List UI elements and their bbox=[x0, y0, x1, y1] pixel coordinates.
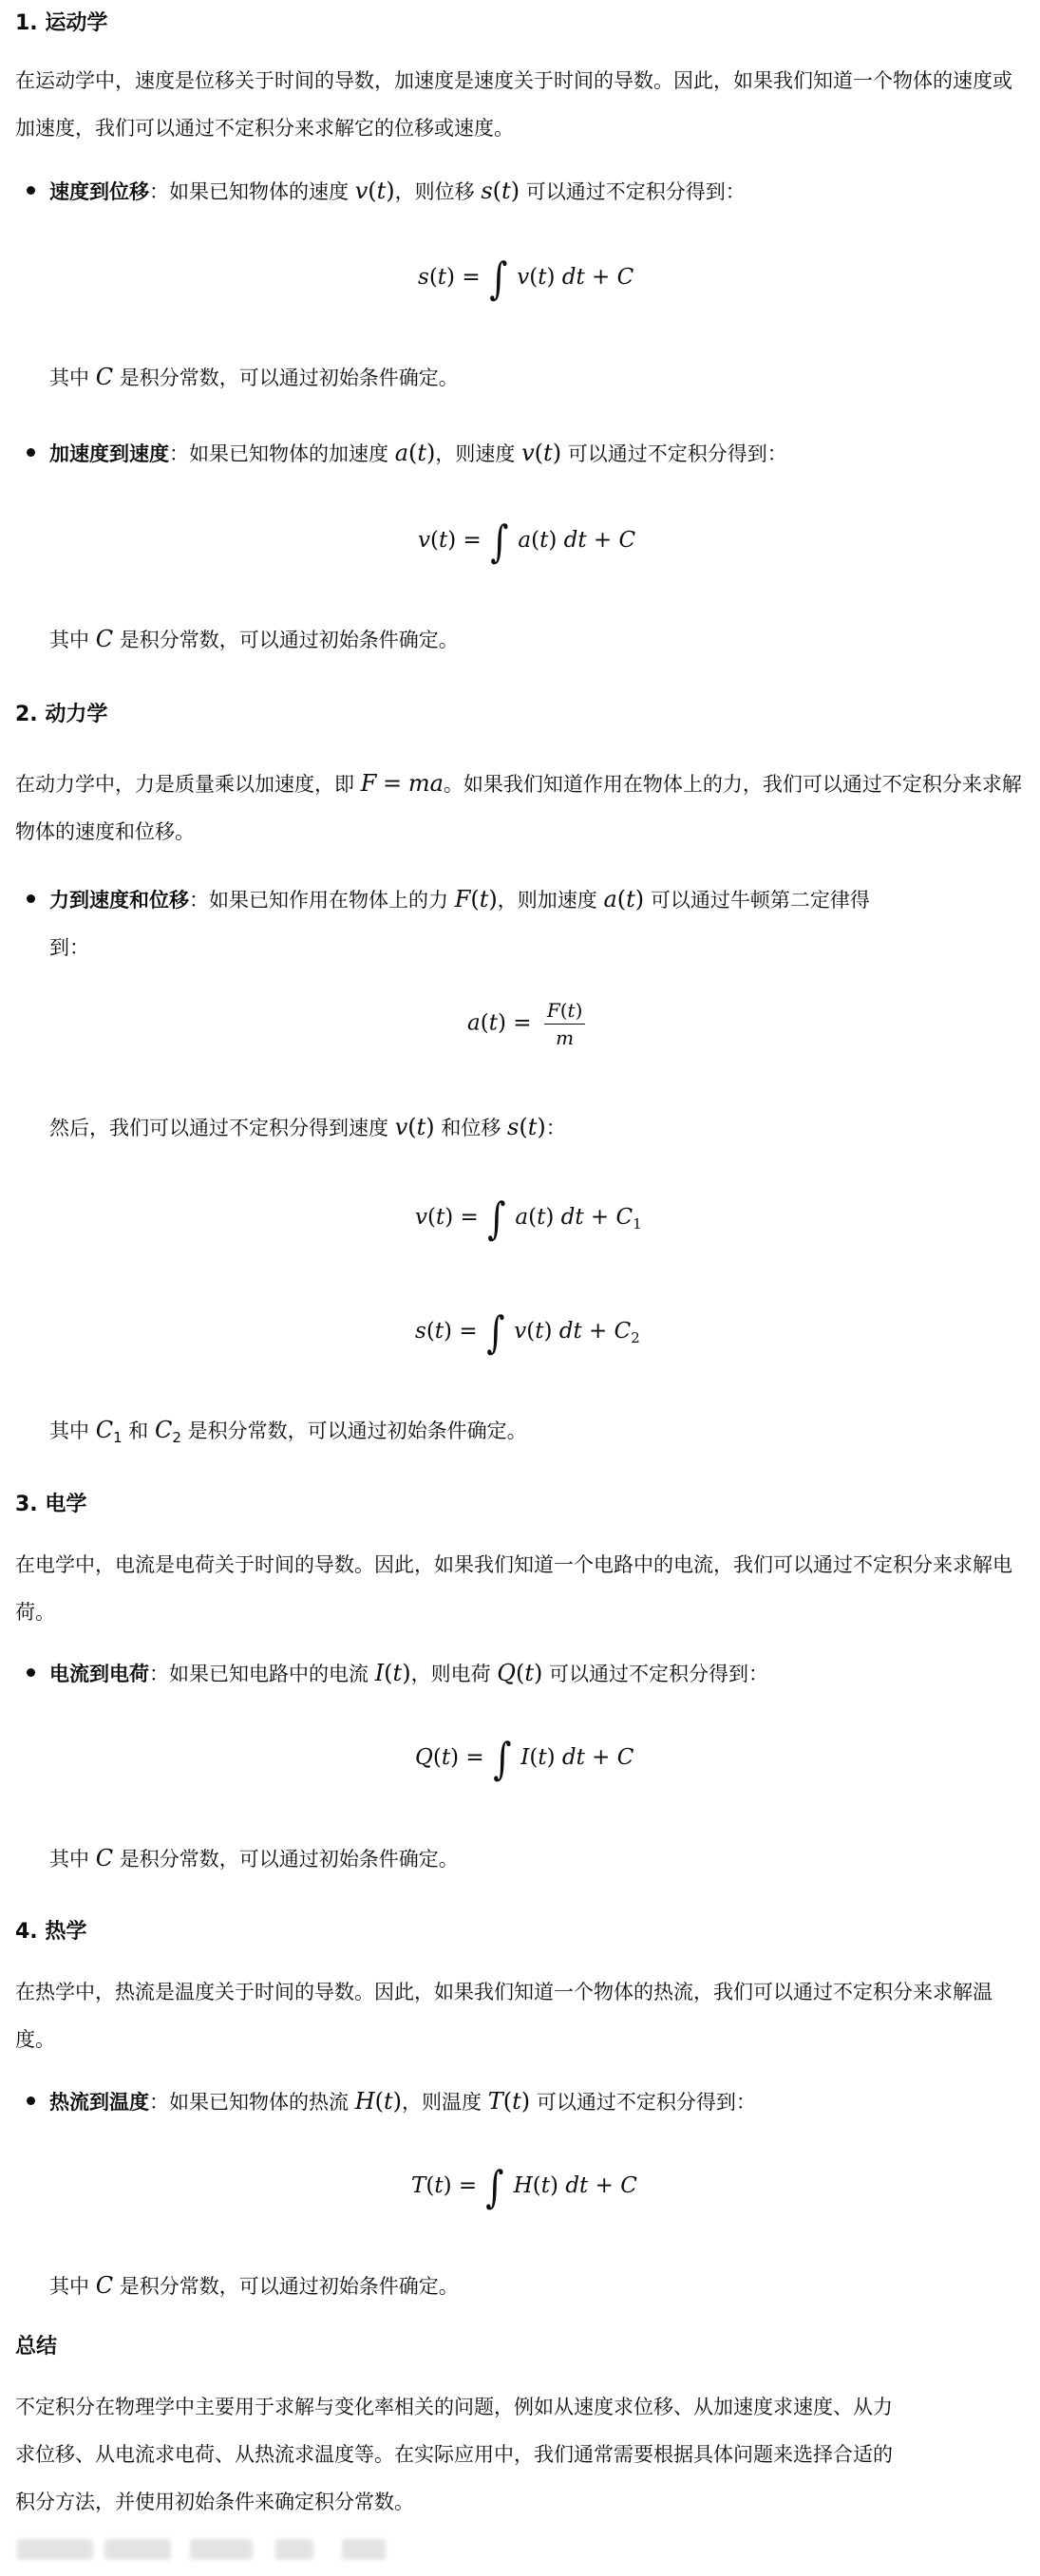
section-heading-thermodynamics: 4. 热学 bbox=[15, 1920, 87, 1944]
bullet-icon bbox=[27, 448, 35, 457]
dynamics-intro: 在动力学中，力是质量乘以加速度，即 F = ma。如果我们知道作用在物体上的力，我们可以通过不定积分来求解物体的速度和位移。 bbox=[15, 770, 1022, 843]
blurred-watermark bbox=[190, 2539, 253, 2560]
bullet-icon bbox=[27, 2097, 35, 2105]
blurred-watermark bbox=[275, 2539, 313, 2560]
note-text: 其中 bbox=[49, 1420, 89, 1442]
note-text: 和位移 bbox=[441, 1117, 501, 1139]
item-text: ：如果已知物体的热流 bbox=[149, 2091, 349, 2114]
note-integration-constant: 其中 C 是积分常数，可以通过初始条件确定。 bbox=[49, 1845, 459, 1871]
note-text: 和 bbox=[128, 1420, 149, 1442]
item-label: 速度到位移 bbox=[49, 180, 149, 203]
item-label: 力到速度和位移 bbox=[49, 889, 189, 912]
item-label: 电流到电荷 bbox=[49, 1663, 149, 1685]
summary-line: 求位移、从电流求电荷、从热流求温度等。在实际应用中，我们通常需要根据具体问题来选择合适的 bbox=[15, 2443, 893, 2466]
note-integration-constants: 其中 $C_1$ 和 $C_2$ 是积分常数，可以通过初始条件确定。 bbox=[49, 1417, 527, 1446]
electricity-intro: 在电学中，电流是电荷关于时间的导数。因此，如果我们知道一个电路中的电流，我们可以通过不定积分来求解电荷。 bbox=[15, 1553, 1012, 1624]
item-text: ：如果已知物体的加速度 bbox=[169, 442, 388, 465]
equation-v-integral-a-c1: v(t) = ∫ a(t) dt + $C_1$ bbox=[415, 1193, 642, 1244]
item-text: 可以通过不定积分得到： bbox=[567, 442, 787, 465]
section-heading-kinematics: 1. 运动学 bbox=[15, 11, 108, 35]
item-text: ，则速度 bbox=[435, 442, 516, 465]
list-item-heat: 热流到温度：如果已知物体的热流 H(t)，则温度 T(t) 可以通过不定积分得到： bbox=[49, 2088, 756, 2115]
note-text: 是积分常数，可以通过初始条件确定。 bbox=[119, 1848, 459, 1871]
equation-v-integral-a: v(t) = ∫ a(t) dt + C bbox=[418, 516, 636, 567]
note-text: 其中 bbox=[49, 629, 89, 651]
bullet-icon bbox=[27, 894, 35, 903]
item-text: ，则电荷 bbox=[410, 1663, 491, 1685]
item-label: 热流到温度 bbox=[49, 2091, 149, 2114]
note-integration-constant: 其中 C 是积分常数，可以通过初始条件确定。 bbox=[49, 2272, 459, 2299]
item-text: ，则温度 bbox=[402, 2091, 482, 2114]
note-integration-constant: 其中 C 是积分常数，可以通过初始条件确定。 bbox=[49, 364, 459, 390]
note-text: 是积分常数，可以通过初始条件确定。 bbox=[119, 2275, 459, 2298]
item-text: 可以通过不定积分得到： bbox=[525, 180, 746, 203]
list-item-current: 电流到电荷：如果已知电路中的电流 I(t)，则电荷 Q(t) 可以通过不定积分得到： bbox=[49, 1660, 769, 1686]
item-label: 加速度到速度 bbox=[49, 442, 169, 465]
item-text: ：如果已知作用在物体上的力 bbox=[189, 889, 448, 912]
equation-s-integral-v-c2: s(t) = ∫ v(t) dt + $C_2$ bbox=[415, 1307, 640, 1358]
note-text: 是积分常数，可以通过初始条件确定。 bbox=[119, 629, 459, 651]
item-text: 可以通过不定积分得到： bbox=[549, 1663, 769, 1685]
list-item-force: 力到速度和位移：如果已知作用在物体上的力 F(t)，则加速度 a(t) 可以通过牛顿第二定律得 到： bbox=[49, 886, 870, 959]
equation-t-integral-h: T(t) = ∫ H(t) dt + C bbox=[411, 2161, 637, 2212]
item-text: ：如果已知物体的速度 bbox=[149, 180, 349, 203]
section-heading-electricity: 3. 电学 bbox=[15, 1493, 87, 1516]
note-text: ： bbox=[545, 1117, 566, 1139]
thermodynamics-intro: 在热学中，热流是温度关于时间的导数。因此，如果我们知道一个物体的热流，我们可以通过不定积分来求解温度。 bbox=[15, 1981, 993, 2051]
equation-newton-second-law: a(t) = $\frac{F(t)}{m}$ bbox=[467, 999, 585, 1049]
blurred-watermark bbox=[17, 2539, 93, 2560]
summary-line: 不定积分在物理学中主要用于求解与变化率相关的问题，例如从速度求位移、从加速度求速度、从力 bbox=[15, 2396, 893, 2418]
blurred-watermark bbox=[104, 2539, 171, 2560]
intro-text: 。如果我们知道作用在物体上的力，我们可以通过不定积分来求解物体的速度和位移。 bbox=[15, 773, 1022, 843]
item-text: 到： bbox=[49, 936, 89, 959]
blurred-watermark bbox=[342, 2539, 386, 2560]
item-text: ，则加速度 bbox=[497, 889, 597, 912]
item-text: 可以通过牛顿第二定律得 bbox=[650, 889, 870, 912]
note-text: 其中 bbox=[49, 2275, 89, 2298]
intro-text: 在动力学中，力是质量乘以加速度，即 bbox=[15, 773, 354, 796]
note-text: 然后，我们可以通过不定积分得到速度 bbox=[49, 1117, 388, 1139]
item-text: ：如果已知电路中的电流 bbox=[149, 1663, 369, 1685]
list-item-acc-to-vel: 加速度到速度：如果已知物体的加速度 a(t)，则速度 v(t) 可以通过不定积分得到： bbox=[49, 440, 787, 466]
note-text: 其中 bbox=[49, 367, 89, 389]
note-text: 是积分常数，可以通过初始条件确定。 bbox=[119, 367, 459, 389]
equation-q-integral-i: Q(t) = ∫ I(t) dt + C bbox=[415, 1733, 634, 1784]
section-heading-dynamics: 2. 动力学 bbox=[15, 703, 108, 726]
equation-s-integral-v: s(t) = ∫ v(t) dt + C bbox=[418, 253, 634, 304]
bullet-icon bbox=[27, 186, 35, 195]
then-integrate-note: 然后，我们可以通过不定积分得到速度 v(t) 和位移 s(t)： bbox=[49, 1114, 566, 1140]
kinematics-intro: 在运动学中，速度是位移关于时间的导数，加速度是速度关于时间的导数。因此，如果我们知道一个物体的速度或加速度，我们可以通过不定积分来求解它的位移或速度。 bbox=[15, 69, 1012, 140]
item-text: ，则位移 bbox=[394, 180, 475, 203]
note-integration-constant: 其中 C 是积分常数，可以通过初始条件确定。 bbox=[49, 626, 459, 652]
summary-line: 积分方法，并使用初始条件来确定积分常数。 bbox=[15, 2491, 414, 2513]
list-item-vel-to-disp: 速度到位移：如果已知物体的速度 v(t)，则位移 s(t) 可以通过不定积分得到： bbox=[49, 178, 746, 204]
note-text: 其中 bbox=[49, 1848, 89, 1871]
item-text: 可以通过不定积分得到： bbox=[536, 2091, 756, 2114]
bullet-icon bbox=[27, 1668, 35, 1677]
note-text: 是积分常数，可以通过初始条件确定。 bbox=[187, 1420, 527, 1442]
summary-heading: 总结 bbox=[15, 2335, 58, 2359]
summary-text bbox=[15, 2383, 1022, 2526]
